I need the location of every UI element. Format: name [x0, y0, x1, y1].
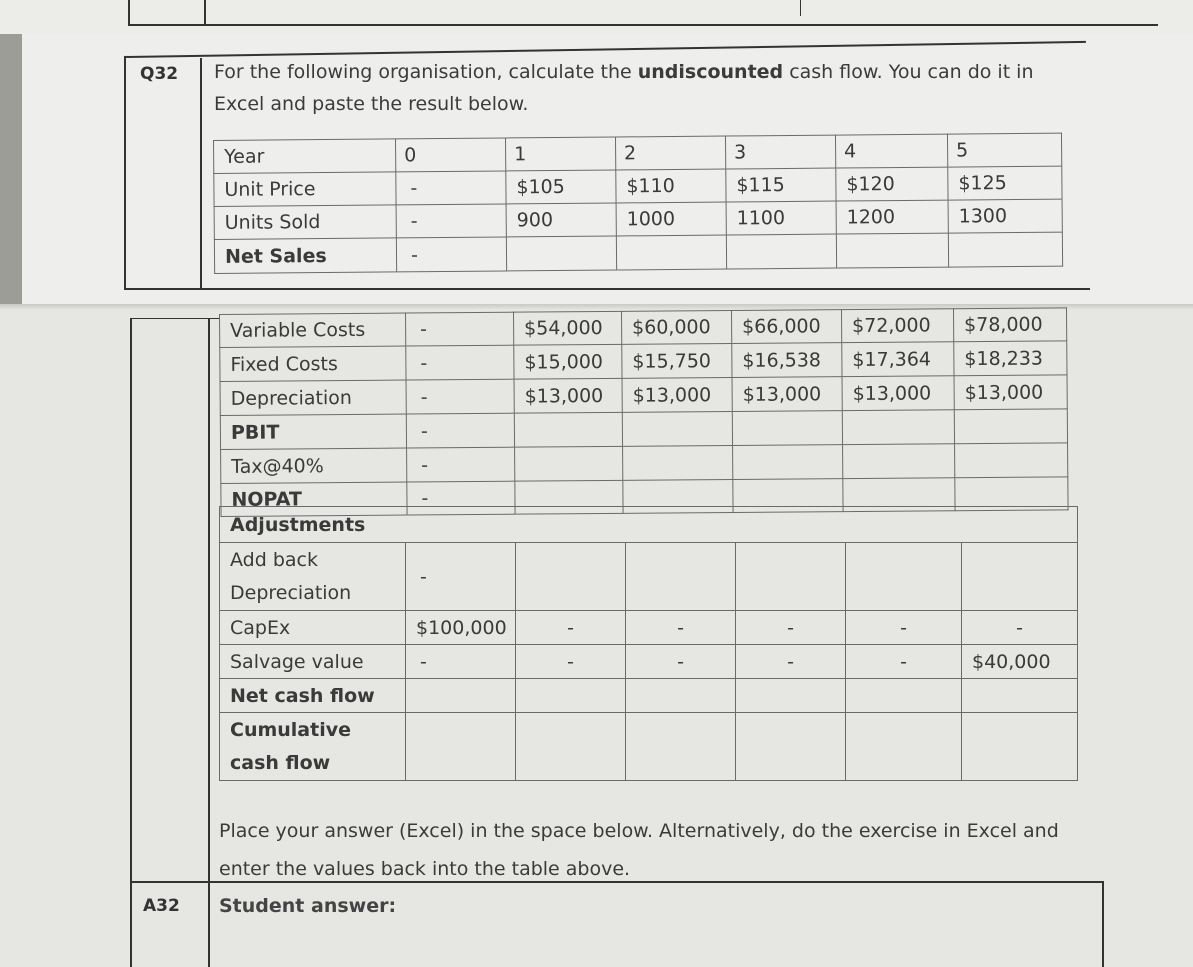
table-cell: - [406, 543, 516, 611]
strip-border [128, 0, 130, 26]
answer-frame-top [130, 318, 220, 319]
table-cell [732, 411, 842, 446]
row-label: Add back Depreciation [220, 543, 406, 611]
table-cell: $18,233 [954, 341, 1067, 376]
table-row-net-sales [214, 232, 1062, 273]
table-cell [846, 543, 962, 611]
table-cell: $17,364 [842, 342, 954, 377]
table-cell: $13,000 [622, 377, 732, 412]
row-label: Variable Costs [220, 313, 406, 347]
table-cell [843, 444, 955, 479]
table-cell [516, 679, 626, 713]
adjustments-table [219, 506, 1078, 781]
row-label: Fixed Costs [220, 346, 406, 381]
table-cell [736, 543, 846, 611]
row-label: Salvage value [220, 645, 406, 679]
row-label: Units Sold [214, 205, 396, 240]
student-answer-label: Student answer: [219, 895, 397, 917]
table-cell [406, 679, 516, 713]
row-label: Unit Price [214, 172, 396, 207]
table-cell: - [406, 345, 514, 380]
table-cell [954, 409, 1067, 444]
table-cell: - [516, 611, 626, 645]
question-text-part: For the following organisation, calculate the [214, 61, 638, 83]
instructions-text: Place your answer (Excel) in the space below. Alternatively, do the exercise in Excel and enter the values back into the table above. [219, 820, 1059, 880]
table-cell: $120 [836, 167, 948, 201]
answer-frame-right [1102, 881, 1104, 967]
table-cell [516, 713, 626, 781]
table-cell [626, 543, 736, 611]
cost-table [219, 307, 1069, 517]
strip-border [128, 24, 1158, 26]
question-text-bold: undiscounted [637, 61, 784, 83]
table-cell: $16,538 [732, 343, 842, 378]
question-frame-divider [200, 58, 202, 290]
table-cell [514, 412, 622, 447]
table-cell: $105 [506, 170, 616, 204]
table-cell: - [406, 413, 514, 448]
table-cell [962, 713, 1078, 781]
row-label: Net Sales [214, 238, 396, 274]
paper-top-strip [0, 0, 1193, 34]
table-cell: $100,000 [406, 611, 516, 645]
table-cell: 1 [505, 137, 615, 171]
table-cell [736, 713, 846, 781]
table-cell: $125 [948, 166, 1062, 200]
adjustments-header: Adjustments [220, 507, 1078, 543]
table-cell [616, 235, 726, 270]
table-cell: - [846, 611, 962, 645]
table-cell: 900 [506, 203, 616, 237]
table-cell: - [396, 204, 506, 238]
table-cell: 2 [615, 136, 725, 170]
table-cell [506, 236, 616, 271]
table-cell: 0 [395, 138, 505, 172]
question-frame-left [124, 56, 126, 290]
row-label: Year [214, 139, 396, 174]
table-cell: $15,000 [514, 344, 622, 379]
table-cell [622, 411, 732, 446]
table-cell: - [626, 611, 736, 645]
table-cell: $60,000 [621, 310, 731, 344]
table-cell: 3 [725, 135, 835, 169]
table-cell: - [962, 611, 1078, 645]
table-cell [736, 679, 846, 713]
sales-table [213, 133, 1063, 274]
table-cell [726, 234, 836, 269]
row-label: Cumulative cash flow [220, 713, 406, 781]
table-cell [846, 679, 962, 713]
table-cell: - [846, 645, 962, 679]
table-cell: 1000 [616, 202, 726, 236]
row-label: PBIT [220, 414, 406, 449]
table-cell [626, 679, 736, 713]
question-text [214, 56, 1084, 120]
table-cell: - [626, 645, 736, 679]
table-cell: $13,000 [842, 376, 954, 411]
table-cell [955, 443, 1068, 478]
strip-border [204, 0, 206, 26]
table-cell: 1200 [836, 200, 948, 234]
table-cell: 5 [947, 133, 1061, 167]
table-row-capex [220, 611, 1078, 645]
table-cell: - [736, 645, 846, 679]
table-row-salvage-value [220, 645, 1078, 679]
table-row-net-cash-flow [220, 679, 1078, 713]
table-row-adjustments [220, 507, 1078, 543]
table-cell [948, 232, 1062, 267]
table-cell: $110 [616, 169, 726, 203]
table-cell [515, 446, 623, 481]
table-cell [623, 445, 733, 480]
question-frame-bottom [124, 288, 1090, 290]
table-cell: 1100 [726, 201, 836, 235]
table-cell: $13,000 [954, 375, 1067, 410]
table-cell: - [396, 171, 506, 205]
answer-frame-left [130, 318, 132, 967]
table-cell: $54,000 [513, 311, 621, 345]
table-cell [836, 233, 948, 268]
answer-frame-divider [208, 318, 210, 967]
table-cell: $115 [726, 168, 836, 202]
table-cell: $72,000 [841, 309, 953, 343]
question-label: Q32 [140, 64, 179, 84]
table-cell: - [736, 611, 846, 645]
table-cell: $78,000 [953, 308, 1066, 342]
table-cell [733, 445, 843, 480]
answer-label: A32 [143, 896, 180, 916]
table-cell: $15,750 [622, 343, 732, 378]
row-label: NOPAT [221, 482, 407, 516]
table-cell: $13,000 [514, 378, 622, 413]
table-cell: 4 [835, 134, 947, 168]
table-cell: - [405, 312, 513, 346]
table-cell: - [407, 447, 515, 482]
table-cell [516, 543, 626, 611]
table-cell: 1300 [948, 199, 1062, 233]
row-label: Tax@40% [221, 448, 407, 483]
table-cell: - [407, 481, 515, 515]
table-cell: $40,000 [962, 645, 1078, 679]
row-label: Depreciation [220, 380, 406, 415]
table-cell: - [516, 645, 626, 679]
table-cell: - [406, 379, 514, 414]
table-cell [406, 713, 516, 781]
row-label: CapEx [220, 611, 406, 645]
table-cell [846, 713, 962, 781]
table-row-add-back-depreciation [220, 543, 1078, 611]
table-cell [626, 713, 736, 781]
table-cell [962, 543, 1078, 611]
question-text-part: cash flow. You can do it in Excel and paste the result below. [214, 61, 1034, 115]
table-cell: - [396, 237, 506, 272]
table-cell [962, 679, 1078, 713]
table-cell: $66,000 [731, 310, 841, 344]
table-cell: $13,000 [732, 377, 842, 412]
table-row-cumulative-cash-flow [220, 713, 1078, 781]
table-cell [842, 410, 954, 445]
row-label: Net cash flow [220, 679, 406, 713]
strip-border [800, 0, 801, 16]
table-cell: - [406, 645, 516, 679]
